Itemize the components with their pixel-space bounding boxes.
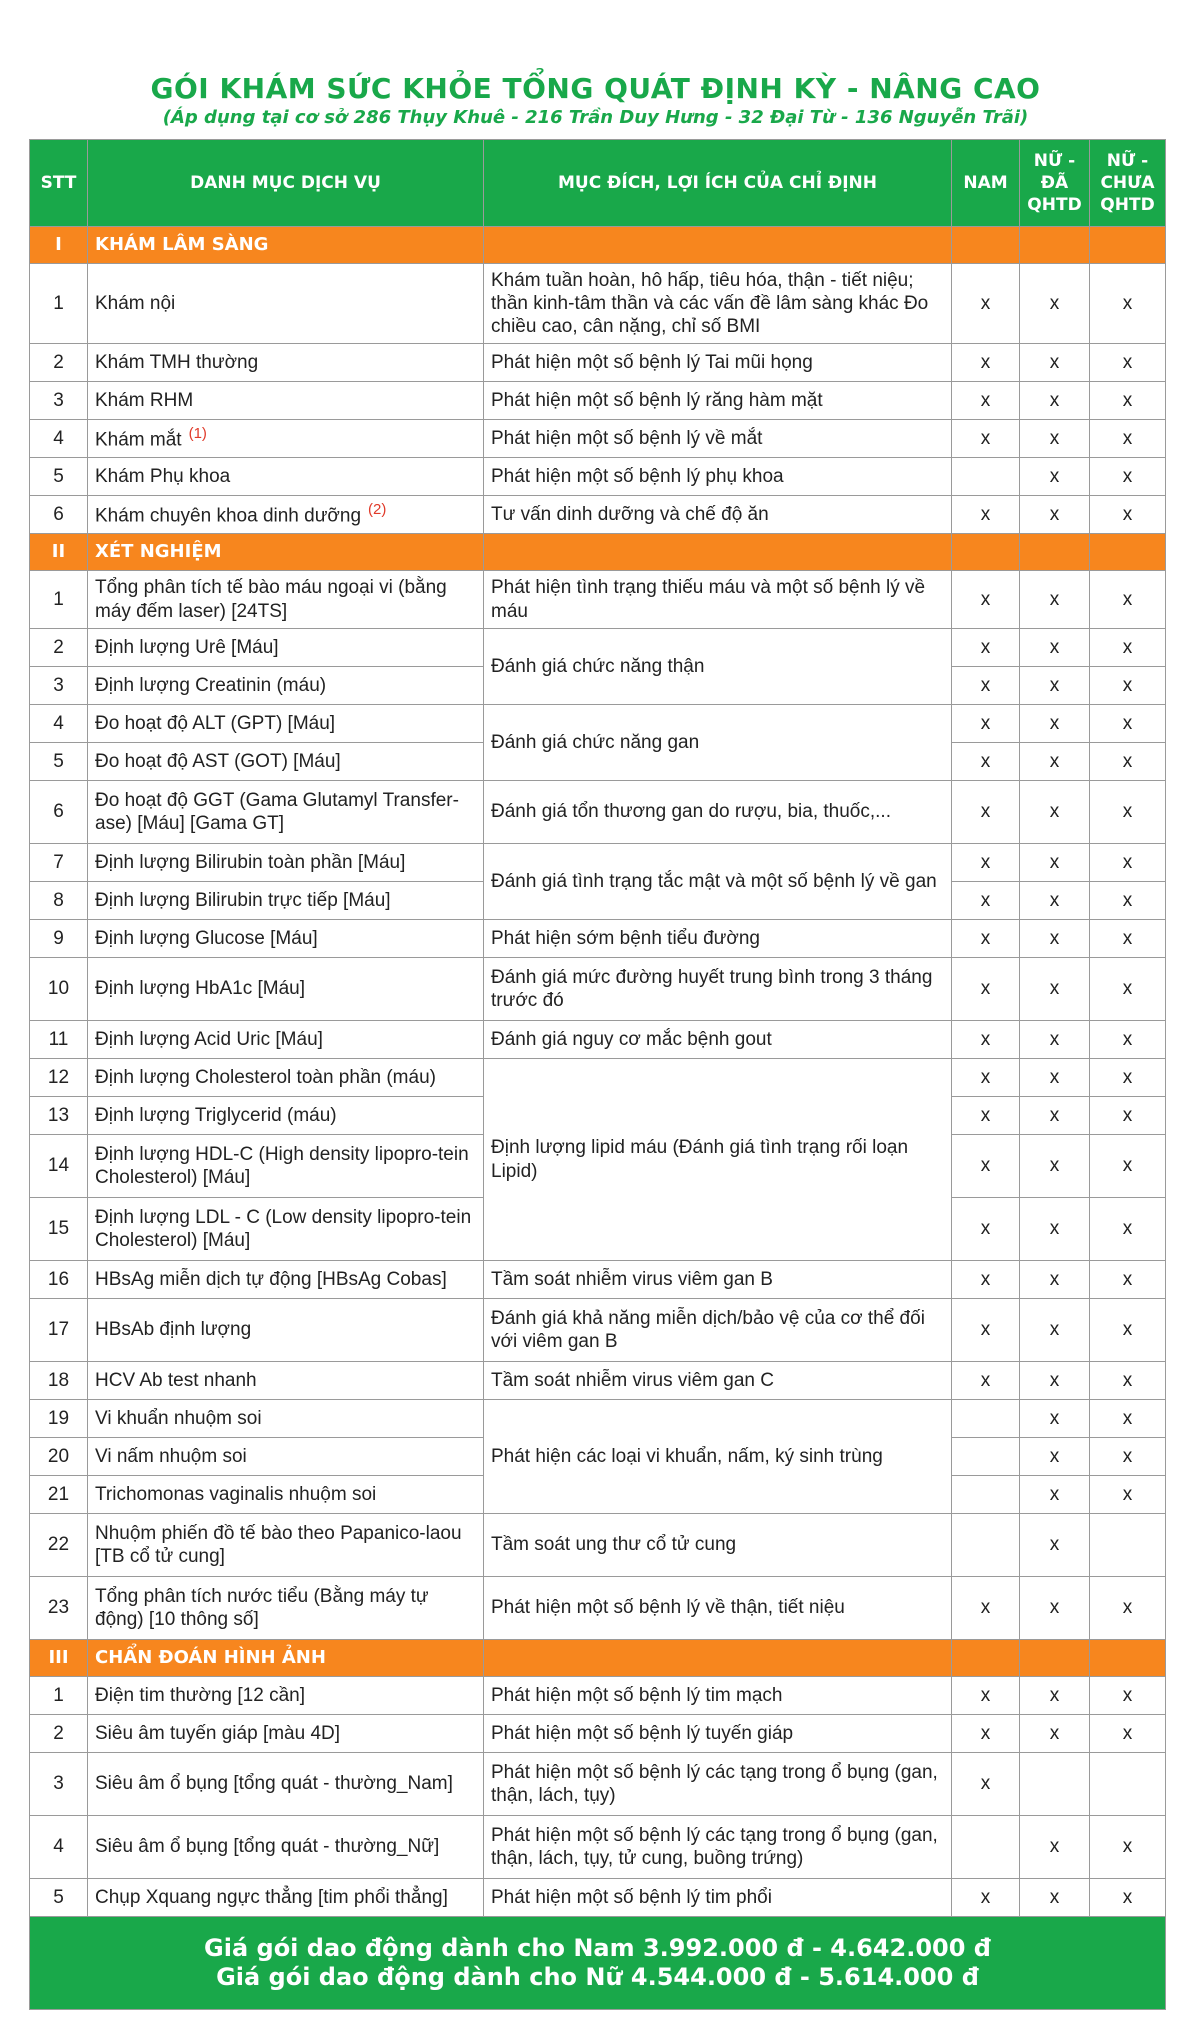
check-female-married: x	[1020, 1400, 1090, 1438]
service-label: Nhuộm phiến đồ tế bào theo Papanico-laou [TB cổ tử cung]	[95, 1522, 462, 1567]
service-name	[88, 920, 484, 958]
check-female-single: x	[1090, 1135, 1166, 1198]
section-row	[30, 534, 1166, 571]
service-name	[88, 344, 484, 382]
purpose-text: Tầm soát nhiễm virus viêm gan B	[484, 1261, 952, 1299]
check-female-married: x	[1020, 1476, 1090, 1514]
service-label: Tổng phân tích nước tiểu (Bằng máy tự động) [10 thông số]	[95, 1585, 429, 1630]
check-female-single: x	[1090, 1261, 1166, 1299]
check-female-married: x	[1020, 1438, 1090, 1476]
row-stt: 12	[30, 1059, 88, 1097]
service-label: Chụp Xquang ngực thẳng [tim phổi thẳng]	[95, 1886, 448, 1908]
check-male: x	[952, 1135, 1020, 1198]
row-stt: 6	[30, 496, 88, 534]
check-male: x	[952, 1753, 1020, 1816]
row-stt: 5	[30, 1879, 88, 1917]
check-male: x	[952, 1879, 1020, 1917]
check-female-married: x	[1020, 1362, 1090, 1400]
purpose-text: Phát hiện một số bệnh lý các tạng trong ổ bụng (gan, thận, lách, tụy)	[484, 1753, 952, 1816]
service-label: HBsAb định lượng	[95, 1319, 252, 1341]
service-label: Siêu âm ổ bụng [tổng quát - thường_Nữ]	[95, 1836, 440, 1858]
check-male: x	[952, 629, 1020, 667]
table-row	[30, 344, 1166, 382]
table-row	[30, 1577, 1166, 1640]
section-filler	[1020, 227, 1090, 264]
check-male: x	[952, 1059, 1020, 1097]
check-female-married: x	[1020, 1097, 1090, 1135]
service-label: Đo hoạt độ GGT (Gama Glutamyl Transfer-ase) [Máu] [Gama GT]	[95, 789, 459, 834]
row-stt: 9	[30, 920, 88, 958]
table-header-row	[30, 140, 1166, 227]
purpose-text: Phát hiện một số bệnh lý răng hàm mặt	[484, 382, 952, 420]
check-female-married: x	[1020, 1879, 1090, 1917]
service-label: Định lượng Bilirubin trực tiếp [Máu]	[95, 889, 391, 911]
table-row	[30, 264, 1166, 344]
row-stt: 16	[30, 1261, 88, 1299]
service-name	[88, 571, 484, 629]
check-female-single: x	[1090, 1677, 1166, 1715]
service-name	[88, 1299, 484, 1362]
table-row	[30, 958, 1166, 1021]
check-female-single: x	[1090, 743, 1166, 781]
row-stt: 1	[30, 571, 88, 629]
package-table	[29, 139, 1166, 2010]
row-stt: 14	[30, 1135, 88, 1198]
check-male: x	[952, 1677, 1020, 1715]
check-female-single: x	[1090, 571, 1166, 629]
purpose-text: Đánh giá nguy cơ mắc bệnh gout	[484, 1021, 952, 1059]
check-female-single: x	[1090, 1362, 1166, 1400]
check-female-single: x	[1090, 1059, 1166, 1097]
check-female-single: x	[1090, 420, 1166, 458]
check-female-married: x	[1020, 344, 1090, 382]
service-name	[88, 781, 484, 844]
check-male	[952, 1400, 1020, 1438]
service-name	[88, 420, 484, 458]
section-filler	[1020, 534, 1090, 571]
check-female-single: x	[1090, 1476, 1166, 1514]
section-title: XÉT NGHIỆM	[88, 534, 484, 571]
service-label: Định lượng Triglycerid (máu)	[95, 1104, 337, 1126]
check-female-married: x	[1020, 629, 1090, 667]
service-name	[88, 743, 484, 781]
check-female-married: x	[1020, 496, 1090, 534]
service-label: Định lượng Creatinin (máu)	[95, 674, 327, 696]
check-female-married: x	[1020, 781, 1090, 844]
check-female-married: x	[1020, 1677, 1090, 1715]
table-row	[30, 1400, 1166, 1438]
check-female-single: x	[1090, 1438, 1166, 1476]
table-row	[30, 920, 1166, 958]
table-row	[30, 420, 1166, 458]
purpose-text: Tư vấn dinh dưỡng và chế độ ăn	[484, 496, 952, 534]
service-label: Tổng phân tích tế bào máu ngoại vi (bằng máy đếm laser) [24TS]	[95, 577, 447, 622]
service-name	[88, 1879, 484, 1917]
table-row	[30, 571, 1166, 629]
col-header-male: NAM	[952, 140, 1020, 227]
check-female-married: x	[1020, 1261, 1090, 1299]
check-female-married: x	[1020, 420, 1090, 458]
table-row	[30, 781, 1166, 844]
col-header-purpose: MỤC ĐÍCH, LỢI ÍCH CỦA CHỈ ĐỊNH	[484, 140, 952, 227]
service-name	[88, 496, 484, 534]
check-female-married: x	[1020, 382, 1090, 420]
purpose-text: Phát hiện một số bệnh lý về mắt	[484, 420, 952, 458]
row-stt: 1	[30, 1677, 88, 1715]
check-female-single: x	[1090, 1715, 1166, 1753]
check-male: x	[952, 958, 1020, 1021]
service-name	[88, 382, 484, 420]
check-female-married: x	[1020, 1021, 1090, 1059]
check-female-married: x	[1020, 458, 1090, 496]
check-female-married: x	[1020, 958, 1090, 1021]
section-number: III	[30, 1640, 88, 1677]
service-name	[88, 264, 484, 344]
check-male: x	[952, 1097, 1020, 1135]
check-male: x	[952, 705, 1020, 743]
service-label: Đo hoạt độ ALT (GPT) [Máu]	[95, 712, 336, 734]
table-row	[30, 458, 1166, 496]
check-female-married: x	[1020, 705, 1090, 743]
table-row	[30, 1514, 1166, 1577]
service-label: Siêu âm ổ bụng [tổng quát - thường_Nam]	[95, 1773, 453, 1795]
table-row	[30, 1299, 1166, 1362]
service-name	[88, 1261, 484, 1299]
col-header-stt: STT	[30, 140, 88, 227]
service-name	[88, 1097, 484, 1135]
section-filler	[1020, 1640, 1090, 1677]
check-female-single: x	[1090, 1198, 1166, 1261]
section-filler	[952, 1640, 1020, 1677]
service-label: Trichomonas vaginalis nhuộm soi	[95, 1483, 377, 1505]
row-stt: 2	[30, 629, 88, 667]
section-number: II	[30, 534, 88, 571]
row-stt: 15	[30, 1198, 88, 1261]
row-stt: 19	[30, 1400, 88, 1438]
check-female-married: x	[1020, 1135, 1090, 1198]
service-label: Vi khuẩn nhuộm soi	[95, 1407, 262, 1429]
table-row	[30, 1753, 1166, 1816]
check-female-single: x	[1090, 1299, 1166, 1362]
purpose-text: Đánh giá khả năng miễn dịch/bảo vệ của cơ thể đối với viêm gan B	[484, 1299, 952, 1362]
table-row	[30, 1261, 1166, 1299]
row-stt: 10	[30, 958, 88, 1021]
service-label: Vi nấm nhuộm soi	[95, 1445, 247, 1467]
section-filler	[952, 227, 1020, 264]
check-female-single: x	[1090, 1400, 1166, 1438]
check-female-single: x	[1090, 496, 1166, 534]
page-subtitle: (Áp dụng tại cơ sở 286 Thụy Khuê - 216 Trần Duy Hưng - 32 Đại Từ - 136 Nguyễn Trãi)	[162, 107, 1029, 128]
col-header-female-single: NỮ - CHƯA QHTD	[1090, 140, 1166, 227]
price-footer	[30, 1917, 1166, 2010]
table-row	[30, 629, 1166, 667]
check-male: x	[952, 743, 1020, 781]
check-male: x	[952, 382, 1020, 420]
service-label: Định lượng Glucose [Máu]	[95, 927, 318, 949]
check-female-married	[1020, 1753, 1090, 1816]
row-stt: 4	[30, 420, 88, 458]
check-female-single: x	[1090, 781, 1166, 844]
check-female-single: x	[1090, 344, 1166, 382]
check-female-single: x	[1090, 264, 1166, 344]
purpose-text: Định lượng lipid máu (Đánh giá tình trạng rối loạn Lipid)	[484, 1059, 952, 1261]
service-name	[88, 667, 484, 705]
purpose-text: Đánh giá tình trạng tắc mật và một số bệnh lý về gan	[484, 844, 952, 920]
service-label: Khám TMH thường	[95, 351, 259, 373]
row-stt: 20	[30, 1438, 88, 1476]
table-row	[30, 382, 1166, 420]
table-row	[30, 1677, 1166, 1715]
service-name	[88, 882, 484, 920]
section-row	[30, 1640, 1166, 1677]
service-name	[88, 1135, 484, 1198]
service-name	[88, 705, 484, 743]
row-stt: 13	[30, 1097, 88, 1135]
check-female-single	[1090, 1753, 1166, 1816]
row-stt: 4	[30, 705, 88, 743]
section-row	[30, 227, 1166, 264]
table-row	[30, 1059, 1166, 1097]
row-stt: 3	[30, 382, 88, 420]
table-row	[30, 844, 1166, 882]
service-label: HBsAg miễn dịch tự động [HBsAg Cobas]	[95, 1268, 447, 1290]
check-female-single: x	[1090, 705, 1166, 743]
section-title: KHÁM LÂM SÀNG	[88, 227, 484, 264]
page-title: GÓI KHÁM SỨC KHỎE TỔNG QUÁT ĐỊNH KỲ - NÂNG CAO	[150, 72, 1041, 105]
table-body	[30, 227, 1166, 1917]
table-row	[30, 705, 1166, 743]
purpose-text: Tầm soát ung thư cổ tử cung	[484, 1514, 952, 1577]
footnote-marker: (2)	[368, 501, 387, 519]
check-female-married: x	[1020, 1514, 1090, 1577]
section-filler	[1090, 1640, 1166, 1677]
purpose-text: Phát hiện sớm bệnh tiểu đường	[484, 920, 952, 958]
col-header-female-married: NỮ - ĐÃ QHTD	[1020, 140, 1090, 227]
service-name	[88, 1198, 484, 1261]
check-female-single: x	[1090, 1097, 1166, 1135]
service-name	[88, 1753, 484, 1816]
section-filler	[484, 1640, 952, 1677]
row-stt: 2	[30, 344, 88, 382]
check-female-single: x	[1090, 1816, 1166, 1879]
check-male: x	[952, 1021, 1020, 1059]
check-female-married: x	[1020, 1577, 1090, 1640]
check-female-single: x	[1090, 629, 1166, 667]
check-female-single: x	[1090, 1021, 1166, 1059]
row-stt: 8	[30, 882, 88, 920]
purpose-text: Phát hiện các loại vi khuẩn, nấm, ký sinh trùng	[484, 1400, 952, 1514]
check-male: x	[952, 1299, 1020, 1362]
check-female-married: x	[1020, 1059, 1090, 1097]
service-label: Định lượng LDL - C (Low density lipopro-tein Cholesterol) [Máu]	[95, 1206, 472, 1251]
section-filler	[952, 534, 1020, 571]
check-female-married: x	[1020, 844, 1090, 882]
check-female-single: x	[1090, 382, 1166, 420]
row-stt: 17	[30, 1299, 88, 1362]
price-male: Giá gói dao động dành cho Nam 3.992.000 đ - 4.642.000 đ	[204, 1933, 991, 1962]
table-row	[30, 1816, 1166, 1879]
check-male	[952, 1816, 1020, 1879]
purpose-text: Phát hiện một số bệnh lý về thận, tiết niệu	[484, 1577, 952, 1640]
footnote-marker: (1)	[188, 425, 207, 443]
table-row	[30, 1715, 1166, 1753]
service-label: Định lượng Urê [Máu]	[95, 636, 279, 658]
service-name	[88, 629, 484, 667]
service-name	[88, 1514, 484, 1577]
service-label: Khám RHM	[95, 389, 194, 411]
check-male: x	[952, 667, 1020, 705]
purpose-text: Phát hiện tình trạng thiếu máu và một số bệnh lý về máu	[484, 571, 952, 629]
check-female-single: x	[1090, 844, 1166, 882]
check-male: x	[952, 264, 1020, 344]
service-label: Khám mắt	[95, 429, 182, 451]
check-male: x	[952, 882, 1020, 920]
row-stt: 22	[30, 1514, 88, 1577]
check-male: x	[952, 1261, 1020, 1299]
section-filler	[1090, 227, 1166, 264]
check-female-single: x	[1090, 667, 1166, 705]
purpose-text: Phát hiện một số bệnh lý Tai mũi họng	[484, 344, 952, 382]
purpose-text: Đánh giá tổn thương gan do rượu, bia, thuốc,...	[484, 781, 952, 844]
check-male: x	[952, 1577, 1020, 1640]
price-footer-row	[30, 1917, 1166, 2010]
check-female-single: x	[1090, 920, 1166, 958]
col-header-service: DANH MỤC DỊCH VỤ	[88, 140, 484, 227]
service-label: Định lượng Bilirubin toàn phần [Máu]	[95, 851, 406, 873]
service-name	[88, 1577, 484, 1640]
row-stt: 7	[30, 844, 88, 882]
row-stt: 11	[30, 1021, 88, 1059]
check-female-married: x	[1020, 882, 1090, 920]
check-male: x	[952, 920, 1020, 958]
section-filler	[1090, 534, 1166, 571]
check-male: x	[952, 844, 1020, 882]
check-female-single	[1090, 1514, 1166, 1577]
purpose-text: Phát hiện một số bệnh lý tim mạch	[484, 1677, 952, 1715]
check-male	[952, 458, 1020, 496]
check-female-married: x	[1020, 743, 1090, 781]
row-stt: 18	[30, 1362, 88, 1400]
check-female-married: x	[1020, 920, 1090, 958]
row-stt: 23	[30, 1577, 88, 1640]
service-name	[88, 958, 484, 1021]
check-female-married: x	[1020, 667, 1090, 705]
check-female-married: x	[1020, 1198, 1090, 1261]
check-female-married: x	[1020, 264, 1090, 344]
service-label: Điện tim thường [12 cần]	[95, 1684, 306, 1706]
service-name	[88, 458, 484, 496]
check-male: x	[952, 1715, 1020, 1753]
row-stt: 3	[30, 667, 88, 705]
row-stt: 2	[30, 1715, 88, 1753]
section-title: CHẨN ĐOÁN HÌNH ẢNH	[88, 1640, 484, 1677]
price-female: Giá gói dao động dành cho Nữ 4.544.000 đ - 5.614.000 đ	[216, 1963, 979, 1991]
check-female-married: x	[1020, 1715, 1090, 1753]
service-label: Khám chuyên khoa dinh dưỡng	[95, 505, 362, 527]
purpose-text: Phát hiện một số bệnh lý tuyến giáp	[484, 1715, 952, 1753]
service-name	[88, 1715, 484, 1753]
check-female-married: x	[1020, 571, 1090, 629]
check-female-single: x	[1090, 458, 1166, 496]
check-male	[952, 1438, 1020, 1476]
purpose-text: Phát hiện một số bệnh lý các tạng trong ổ bụng (gan, thận, lách, tụy, tử cung, buồng trứng)	[484, 1816, 952, 1879]
check-female-single: x	[1090, 882, 1166, 920]
service-label: Siêu âm tuyến giáp [màu 4D]	[95, 1722, 341, 1744]
table-row	[30, 496, 1166, 534]
service-label: Khám Phụ khoa	[95, 465, 231, 487]
table-row	[30, 1021, 1166, 1059]
purpose-text: Tầm soát nhiễm virus viêm gan C	[484, 1362, 952, 1400]
service-name	[88, 844, 484, 882]
service-label: Định lượng Cholesterol toàn phần (máu)	[95, 1066, 436, 1088]
service-label: Định lượng HbA1c [Máu]	[95, 978, 305, 1000]
service-name	[88, 1362, 484, 1400]
service-name	[88, 1476, 484, 1514]
row-stt: 1	[30, 264, 88, 344]
row-stt: 6	[30, 781, 88, 844]
row-stt: 21	[30, 1476, 88, 1514]
check-male: x	[952, 571, 1020, 629]
check-male	[952, 1514, 1020, 1577]
purpose-text: Phát hiện một số bệnh lý tim phổi	[484, 1879, 952, 1917]
check-male: x	[952, 1198, 1020, 1261]
section-filler	[484, 534, 952, 571]
check-female-single: x	[1090, 1879, 1166, 1917]
row-stt: 5	[30, 458, 88, 496]
check-male: x	[952, 1362, 1020, 1400]
purpose-text: Đánh giá chức năng thận	[484, 629, 952, 705]
check-male: x	[952, 344, 1020, 382]
purpose-text: Đánh giá chức năng gan	[484, 705, 952, 781]
check-male: x	[952, 781, 1020, 844]
service-label: HCV Ab test nhanh	[95, 1369, 257, 1391]
service-name	[88, 1400, 484, 1438]
service-name	[88, 1677, 484, 1715]
purpose-text: Khám tuần hoàn, hô hấp, tiêu hóa, thận - tiết niệu; thần kinh-tâm thần và các vấn đề lâm sàng khác Đo chiều cao, cân nặng, chỉ số BMI	[484, 264, 952, 344]
check-male	[952, 1476, 1020, 1514]
table-row	[30, 1879, 1166, 1917]
check-female-married: x	[1020, 1299, 1090, 1362]
section-number: I	[30, 227, 88, 264]
purpose-text: Đánh giá mức đường huyết trung bình trong 3 tháng trước đó	[484, 958, 952, 1021]
service-name	[88, 1059, 484, 1097]
row-stt: 3	[30, 1753, 88, 1816]
service-name	[88, 1021, 484, 1059]
service-label: Khám nội	[95, 292, 176, 314]
check-female-married: x	[1020, 1816, 1090, 1879]
service-name	[88, 1438, 484, 1476]
service-name	[88, 1816, 484, 1879]
check-male: x	[952, 420, 1020, 458]
service-label: Định lượng HDL-C (High density lipopro-tein Cholesterol) [Máu]	[95, 1143, 469, 1188]
table-row	[30, 1362, 1166, 1400]
check-male: x	[952, 496, 1020, 534]
check-female-single: x	[1090, 1577, 1166, 1640]
section-filler	[484, 227, 952, 264]
row-stt: 4	[30, 1816, 88, 1879]
row-stt: 5	[30, 743, 88, 781]
service-label: Đo hoạt độ AST (GOT) [Máu]	[95, 750, 341, 772]
check-female-single: x	[1090, 958, 1166, 1021]
purpose-text: Phát hiện một số bệnh lý phụ khoa	[484, 458, 952, 496]
service-label: Định lượng Acid Uric [Máu]	[95, 1028, 323, 1050]
